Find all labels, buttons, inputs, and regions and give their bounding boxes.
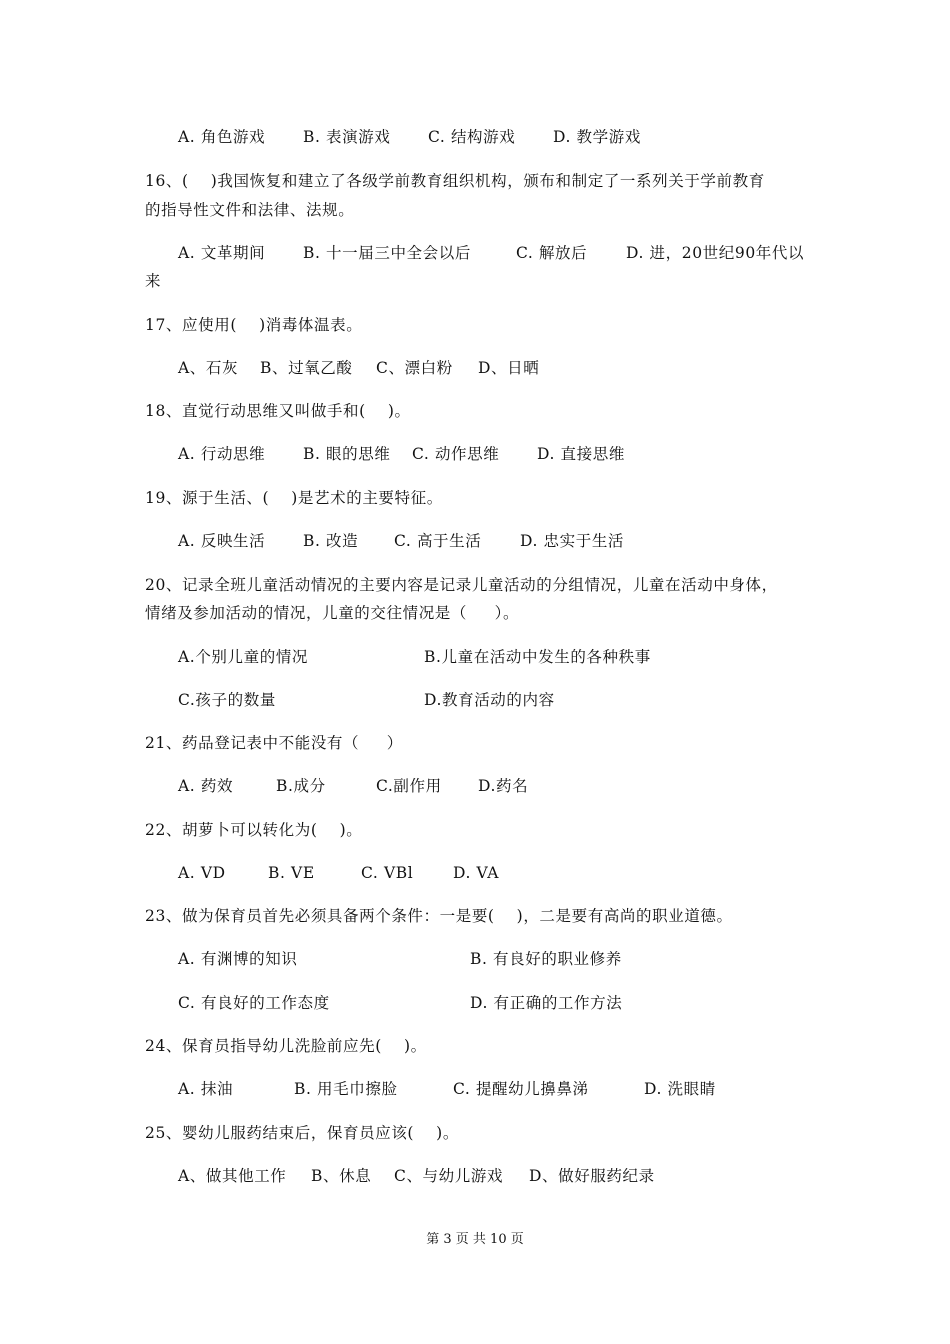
q18-stem: 18、直觉行动思维又叫做手和( )。 (145, 402, 411, 420)
q22-option-a: A. VD (178, 864, 226, 882)
q22-option-c: C. VBl (361, 864, 414, 882)
q23-option-b: B. 有良好的职业修养 (470, 950, 622, 968)
q18-option-d: D. 直接思维 (537, 445, 625, 463)
q16-stem-line2: 的指导性文件和法律、法规。 (145, 201, 355, 219)
q18-option-c: C. 动作思维 (412, 445, 500, 463)
q23-stem: 23、做为保育员首先必须具备两个条件：一是要( )，二是要有高尚的职业道德。 (145, 907, 733, 925)
q20-option-c: C.孩子的数量 (178, 691, 276, 709)
page-footer: 第 3 页 共 10 页 (426, 1232, 524, 1247)
q17-option-a: A、石灰 (178, 359, 239, 377)
q24-option-d: D. 洗眼睛 (644, 1080, 716, 1098)
q17-option-c: C、漂白粉 (376, 359, 453, 377)
q25-option-a: A、做其他工作 (178, 1167, 287, 1185)
q22-stem: 22、胡萝卜可以转化为( )。 (145, 821, 363, 839)
q16-option-wrap: 来 (145, 272, 162, 290)
q19-option-d: D. 忠实于生活 (520, 532, 625, 550)
q18-option-a: A. 行动思维 (178, 445, 266, 463)
q21-stem: 21、药品登记表中不能没有（ ） (145, 734, 403, 752)
q24-option-b: B. 用毛巾擦脸 (294, 1080, 398, 1098)
q19-stem: 19、源于生活、( )是艺术的主要特征。 (145, 489, 443, 507)
q16-option-c: C. 解放后 (516, 244, 588, 262)
q15-option-d: D. 教学游戏 (553, 128, 641, 146)
q21-option-a: A. 药效 (178, 777, 234, 795)
q15-option-b: B. 表演游戏 (303, 128, 391, 146)
q24-option-c: C. 提醒幼儿擤鼻涕 (453, 1080, 589, 1098)
q21-option-b: B.成分 (276, 777, 326, 795)
q24-option-a: A. 抹油 (178, 1080, 234, 1098)
q16-option-b: B. 十一届三中全会以后 (303, 244, 471, 262)
q16-stem-line1: 16、( )我国恢复和建立了各级学前教育组织机构，颁布和制定了一系列关于学前教育 (145, 172, 765, 190)
q21-option-d: D.药名 (478, 777, 529, 795)
q25-option-c: C、与幼儿游戏 (394, 1167, 504, 1185)
q15-option-c: C. 结构游戏 (428, 128, 516, 146)
q19-option-a: A. 反映生活 (178, 532, 266, 550)
q20-option-d: D.教育活动的内容 (424, 691, 555, 709)
q23-option-a: A. 有渊博的知识 (178, 950, 298, 968)
q17-option-b: B、过氧乙酸 (260, 359, 353, 377)
q17-stem: 17、应使用( )消毒体温表。 (145, 316, 363, 334)
q23-option-c: C. 有良好的工作态度 (178, 994, 330, 1012)
q19-option-c: C. 高于生活 (394, 532, 482, 550)
q25-option-d: D、做好服药纪录 (529, 1167, 655, 1185)
q22-option-b: B. VE (268, 864, 315, 882)
q20-stem-line2: 情绪及参加活动的情况，儿童的交往情况是（ ）。 (145, 604, 520, 622)
q21-option-c: C.副作用 (376, 777, 442, 795)
q20-stem-line1: 20、记录全班儿童活动情况的主要内容是记录儿童活动的分组情况，儿童在活动中身体， (145, 576, 778, 594)
q25-stem: 25、婴幼儿服药结束后，保育员应该( )。 (145, 1124, 459, 1142)
q22-option-d: D. VA (453, 864, 500, 882)
q16-option-d: D. 进，20世纪90年代以 (626, 244, 805, 262)
q25-option-b: B、休息 (311, 1167, 372, 1185)
q18-option-b: B. 眼的思维 (303, 445, 391, 463)
q20-option-a: A.个别儿童的情况 (178, 648, 309, 666)
q15-option-a: A. 角色游戏 (178, 128, 266, 146)
q23-option-d: D. 有正确的工作方法 (470, 994, 623, 1012)
q17-option-d: D、日晒 (478, 359, 540, 377)
q19-option-b: B. 改造 (303, 532, 359, 550)
q24-stem: 24、保育员指导幼儿洗脸前应先( )。 (145, 1037, 427, 1055)
q16-option-a: A. 文革期间 (178, 244, 266, 262)
q20-option-b: B.儿童在活动中发生的各种秩事 (424, 648, 651, 666)
